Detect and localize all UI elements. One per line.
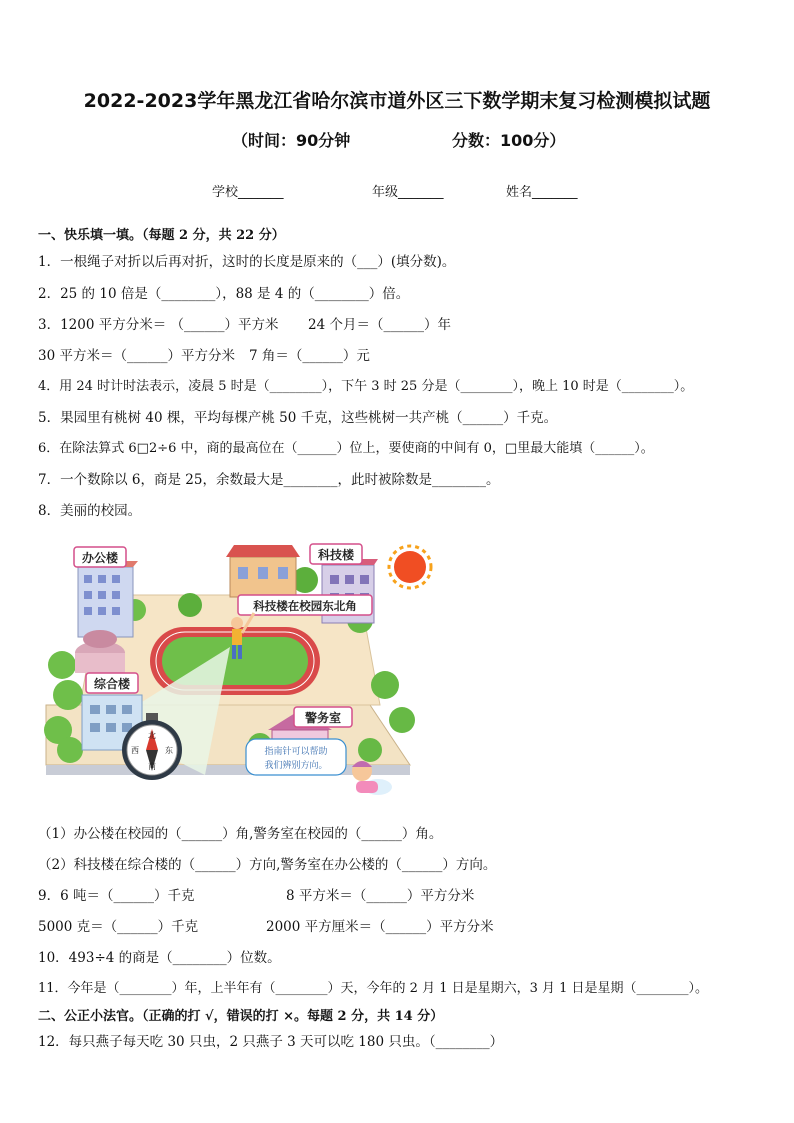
question-8-1: （1）办公楼在校园的（______）角,警务室在校园的（______）角。 [38,826,443,842]
question-2: 2．25 的 10 倍是（________），88 是 4 的（________）倍。 [38,286,410,302]
tech-label: 科技楼 [317,548,355,562]
main-hall [226,545,300,597]
exam-score: 分数：100分） [452,131,566,150]
campus-illustration [40,535,440,815]
compass-north: 北 [148,731,156,740]
question-3a: 3．1200 平方分米＝ （______）平方米 [38,317,279,333]
question-1: 1．一根绳子对折以后再对折，这时的长度是原来的（___）(填分数)。 [38,254,456,270]
office-building [78,561,138,637]
grade-field[interactable]: 年级_______ [372,185,444,200]
question-10: 10．493÷4 的商是（________）位数。 [38,950,281,966]
compass-east: 东 [165,746,173,755]
question-3d: 7 角＝（______）元 [249,348,370,364]
section-2-heading: 二、公正小法官。（正确的打 √，错误的打 ×。每题 2 分，共 14 分） [38,1009,444,1024]
question-3b: 24 个月＝（______）年 [308,317,451,333]
tech-note: 科技楼在校园东北角 [253,599,357,613]
compass-south: 南 [148,762,156,771]
speech-line-1: 指南针可以帮助 [264,747,328,757]
section-1-heading: 一、快乐填一填。（每题 2 分，共 22 分） [38,228,285,243]
question-4: 4．用 24 时计时法表示，凌晨 5 时是（________），下午 3 时 25 分是（________），晚上 10 时是（________）。 [38,379,694,394]
compass-west: 西 [131,746,139,755]
question-9c: 5000 克＝（______）千克 [38,919,199,935]
question-9a: 9．6 吨＝（______）千克 [38,888,195,904]
question-9d: 2000 平方厘米＝（______）平方分米 [266,919,494,935]
school-field[interactable]: 学校_______ [212,185,284,200]
question-6: 6．在除法算式 6□2÷6 中，商的最高位在（______）位上，要使商的中间有 0，□里最大能填（______）。 [38,441,654,456]
page-title: 2022-2023学年黑龙江省哈尔滨市道外区三下数学期末复习检测模拟试题 [83,90,711,112]
question-3c: 30 平方米＝（______）平方分米 [38,348,235,364]
general-label: 综合楼 [93,677,131,691]
question-8-2: （2）科技楼在综合楼的（______）方向,警务室在办公楼的（______）方向。 [38,857,497,873]
speech-line-2: 我们辨别方向。 [264,761,328,771]
question-8: 8．美丽的校园。 [38,503,142,519]
name-field[interactable]: 姓名_______ [506,185,578,200]
exam-time: （时间：90分钟 [232,131,351,150]
question-12: 12．每只燕子每天吃 30 只虫，2 只燕子 3 天可以吃 180 只虫。（________） [38,1034,504,1050]
office-label: 办公楼 [81,551,119,565]
sun-icon [389,546,431,588]
question-7: 7．一个数除以 6，商是 25，余数最大是________，此时被除数是________。 [38,472,500,488]
question-11: 11．今年是（________）年，上半年有（________）天，今年的 2 月 1 日是星期六，3 月 1 日是星期（________）。 [38,981,709,996]
question-5: 5．果园里有桃树 40 棵，平均每棵产桃 50 千克，这些桃树一共产桃（______）千克。 [38,410,558,426]
question-9b: 8 平方米＝（______）平方分米 [286,888,475,904]
police-label: 警务室 [304,711,342,725]
